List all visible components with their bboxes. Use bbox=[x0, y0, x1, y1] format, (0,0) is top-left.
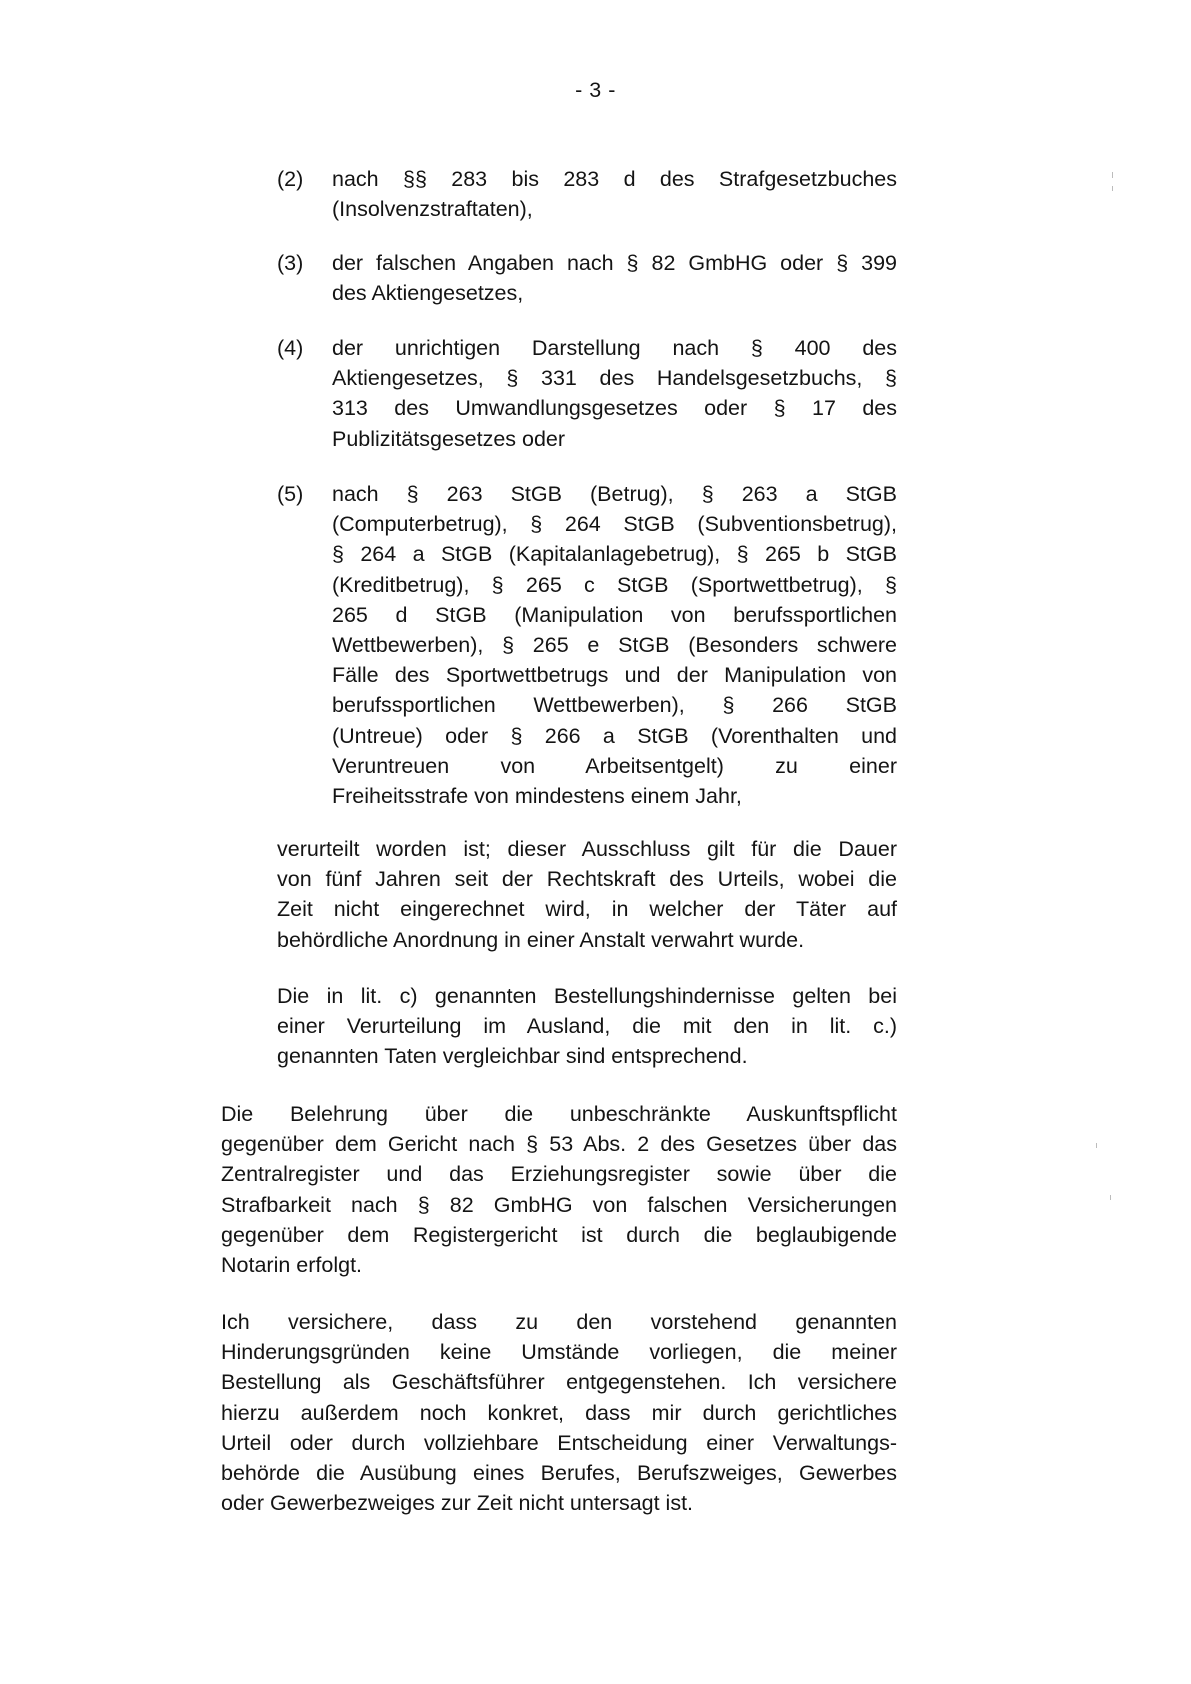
text-line: Ich versichere, dass zu den vorstehend genannten bbox=[221, 1310, 897, 1334]
text-line: Die Belehrung über die unbeschränkte Auskunftspflicht bbox=[221, 1102, 897, 1126]
belehrung-paragraph bbox=[221, 1099, 897, 1280]
text-line: Zeit nicht eingerechnet wird, in welcher der Täter auf bbox=[277, 897, 897, 922]
text-line: nach § 263 StGB (Betrug), § 263 a StGB bbox=[332, 482, 897, 506]
text-line: Aktiengesetzes, § 331 des Handelsgesetzbuchs, § bbox=[332, 366, 897, 391]
text-line: § 264 a StGB (Kapitalanlagebetrug), § 265 b StGB bbox=[332, 542, 897, 567]
text-line: (Insolvenzstraftaten), bbox=[332, 197, 533, 222]
text-line: Strafbarkeit nach § 82 GmbHG von falschen Versicherungen bbox=[221, 1192, 897, 1217]
scan-mark bbox=[1112, 186, 1113, 191]
foreign-note-paragraph bbox=[277, 981, 897, 1072]
text-line: (Kreditbetrug), § 265 c StGB (Sportwettbetrug), § bbox=[332, 572, 897, 597]
text-line: Urteil oder durch vollziehbare Entscheidung einer Verwaltungs- bbox=[221, 1430, 897, 1455]
text-line: 265 d StGB (Manipulation von berufssportlichen bbox=[332, 602, 897, 627]
text-line: Die in lit. c) genannten Bestellungshindernisse gelten bei bbox=[277, 984, 897, 1008]
versicherung-paragraph bbox=[221, 1307, 897, 1518]
text-line: nach §§ 283 bis 283 d des Strafgesetzbuches bbox=[332, 167, 897, 191]
text-line: verurteilt worden ist; dieser Ausschluss gilt für die Dauer bbox=[277, 837, 897, 861]
text-line: (Untreue) oder § 266 a StGB (Vorenthalten und bbox=[332, 723, 897, 748]
item-number: (2) bbox=[277, 167, 304, 191]
item-number: (3) bbox=[277, 251, 304, 275]
text-line: gegenüber dem Gericht nach § 53 Abs. 2 des Gesetzes über das bbox=[221, 1132, 897, 1157]
scan-mark bbox=[1096, 1143, 1097, 1148]
text-line: hierzu außerdem noch konkret, dass mir durch gerichtliches bbox=[221, 1400, 897, 1425]
text-line: Bestellung als Geschäftsführer entgegenstehen. Ich versichere bbox=[221, 1370, 897, 1395]
item-text bbox=[332, 479, 897, 811]
text-line: behörde die Ausübung eines Berufes, Berufszweiges, Gewerbes bbox=[221, 1460, 897, 1485]
text-line: Zentralregister und das Erziehungsregister sowie über die bbox=[221, 1162, 897, 1187]
text-line: Publizitätsgesetzes oder bbox=[332, 426, 566, 451]
text-line: gegenüber dem Registergericht ist durch die beglaubigende bbox=[221, 1222, 897, 1247]
text-line: Fälle des Sportwettbetrugs und der Manipulation von bbox=[332, 663, 897, 688]
text-line: einer Verurteilung im Ausland, die mit den in lit. c.) bbox=[277, 1014, 897, 1039]
text-line: des Aktiengesetzes, bbox=[332, 281, 524, 306]
text-line: 313 des Umwandlungsgesetzes oder § 17 des bbox=[332, 396, 897, 421]
scan-mark bbox=[1110, 1195, 1111, 1200]
item-text bbox=[332, 333, 897, 454]
text-line: Wettbewerben), § 265 e StGB (Besonders schwere bbox=[332, 632, 897, 657]
text-line: der falschen Angaben nach § 82 GmbHG oder § 399 bbox=[332, 251, 897, 275]
text-line: Notarin erfolgt. bbox=[221, 1252, 363, 1277]
item-number: (4) bbox=[277, 336, 304, 360]
page-number: - 3 - bbox=[575, 78, 616, 102]
text-line: der unrichtigen Darstellung nach § 400 des bbox=[332, 336, 897, 360]
text-line: berufssportlichen Wettbewerben), § 266 StGB bbox=[332, 693, 897, 718]
text-line: genannten Taten vergleichbar sind entsprechend. bbox=[277, 1044, 748, 1069]
item-text bbox=[332, 164, 897, 224]
item-text bbox=[332, 248, 897, 308]
text-line: (Computerbetrug), § 264 StGB (Subventionsbetrug), bbox=[332, 512, 897, 537]
continuation-paragraph bbox=[277, 834, 897, 955]
scan-mark bbox=[1112, 172, 1113, 178]
text-line: Veruntreuen von Arbeitsentgelt) zu einer bbox=[332, 753, 897, 778]
text-line: oder Gewerbezweiges zur Zeit nicht untersagt ist. bbox=[221, 1491, 694, 1516]
text-line: von fünf Jahren seit der Rechtskraft des Urteils, wobei die bbox=[277, 867, 897, 892]
text-line: behördliche Anordnung in einer Anstalt verwahrt wurde. bbox=[277, 927, 805, 952]
item-number: (5) bbox=[277, 482, 304, 506]
text-line: Hinderungsgründen keine Umstände vorliegen, die meiner bbox=[221, 1340, 897, 1365]
text-line: Freiheitsstrafe von mindestens einem Jahr, bbox=[332, 783, 742, 808]
